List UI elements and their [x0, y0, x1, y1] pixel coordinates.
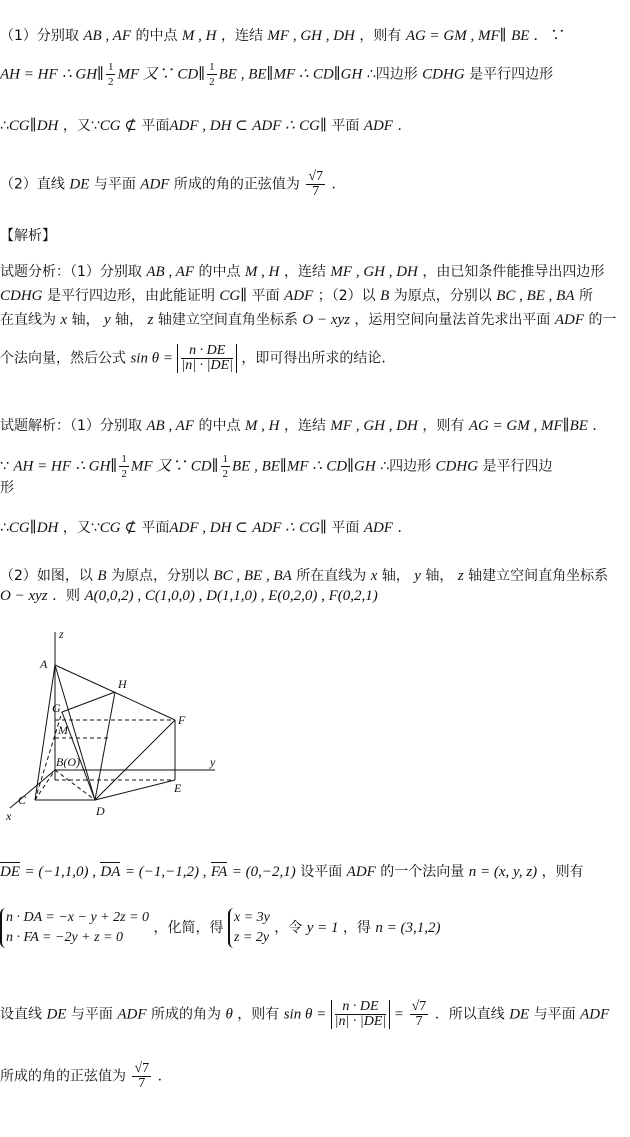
text: ，运用空间向量法首先求出平面	[354, 312, 551, 328]
text: 的一个法向量	[380, 864, 465, 880]
fraction	[132, 1062, 151, 1091]
math: BE ．∵	[511, 28, 564, 44]
text: 的中点	[135, 28, 178, 44]
vector-fa: FA	[210, 864, 228, 880]
math: sin θ =	[283, 1006, 327, 1023]
fraction	[306, 170, 325, 199]
denominator: |n| · |DE|	[181, 358, 233, 373]
math: M , H	[181, 28, 217, 44]
text: 为原点，分别以	[393, 288, 492, 304]
math: MF 又∵	[130, 458, 187, 475]
text: 与平面	[93, 176, 136, 193]
abs-fraction	[177, 344, 237, 373]
equation-system	[0, 908, 149, 948]
text: ∴	[0, 118, 9, 134]
text: 设平面	[300, 864, 343, 880]
text: 设直线	[0, 1006, 42, 1023]
math: AG = GM , MF	[468, 418, 563, 434]
math: AB , AF	[146, 418, 195, 434]
text: （1）分别取	[0, 28, 79, 44]
text: ，又∵	[62, 520, 100, 536]
math: MF 又∵	[117, 66, 173, 83]
math: BC , BE , BA	[213, 568, 292, 584]
text: ，连结	[220, 28, 263, 44]
math: CD	[312, 66, 334, 83]
text: 平面	[331, 118, 360, 134]
math: ADF ∴	[252, 520, 295, 536]
vector-de: DE	[0, 864, 20, 880]
math: DE	[509, 1006, 530, 1023]
math: CD	[190, 458, 212, 475]
math: GH	[354, 458, 376, 475]
text: ．	[331, 176, 346, 193]
math: sin θ =	[130, 350, 173, 367]
edge-HG	[62, 692, 115, 712]
math: = (−1,1,0) ,	[24, 864, 96, 880]
math: = (−1,−1,2) ,	[124, 864, 207, 880]
math: B	[380, 288, 390, 304]
text: 试题分析：（1）分别取	[0, 264, 142, 280]
math: z	[457, 568, 464, 584]
math: BC , BE , BA	[496, 288, 575, 304]
numerator: √7	[411, 999, 427, 1014]
text: 的一	[588, 312, 617, 328]
text: 试题解析：（1）分别取	[0, 418, 142, 434]
text: ，连结	[283, 418, 326, 434]
analysis-header	[0, 226, 56, 246]
text: ，则有	[422, 418, 465, 434]
text: 是平行四边形，由此能证明	[46, 288, 215, 304]
label-F: F	[178, 713, 186, 727]
text: ，则有	[541, 864, 584, 880]
math: MF , GH , DH	[267, 28, 355, 44]
text: 为原点，分别以	[111, 568, 209, 584]
math: x	[370, 568, 378, 584]
edge-DH	[95, 692, 115, 800]
math: n = (x, y, z)	[468, 864, 538, 880]
label-G: G	[52, 701, 61, 715]
text: ∴	[0, 520, 9, 536]
math: ADF , DH ⊂	[169, 118, 248, 134]
text: 与平面	[533, 1006, 576, 1023]
text: ．所以直线	[434, 1006, 505, 1023]
text: 所成的角的正弦值为	[173, 176, 300, 193]
text: 与平面	[70, 1006, 113, 1023]
math: CG	[299, 118, 320, 134]
math: x	[60, 312, 68, 328]
math: DE	[69, 176, 90, 193]
math: DE	[46, 1006, 67, 1023]
math: CG	[8, 520, 30, 536]
text: 平面	[141, 118, 170, 134]
math: ∴ GH	[75, 458, 111, 475]
math: ADF	[363, 520, 393, 536]
math: DH	[36, 520, 59, 536]
math: CG	[299, 520, 320, 536]
math: CDHG	[0, 288, 43, 304]
numerator: n · DE	[181, 344, 233, 359]
math: y = 1	[306, 920, 339, 936]
text: 平面	[141, 520, 170, 536]
text: 的中点	[198, 418, 241, 434]
math: MF ∴	[273, 66, 309, 83]
text: 轴，	[425, 568, 454, 584]
math: ADF ∴	[252, 118, 295, 134]
final-line2	[0, 1062, 172, 1091]
solution-line4: ∴CG∥DH ，又∵CG ⊄ 平面ADF , DH ⊂ ADF ∴ CG∥ 平面 ADF ．	[0, 520, 412, 536]
analysis-line4	[0, 344, 395, 373]
math: MF ∴	[286, 458, 322, 475]
label-x: x	[6, 809, 12, 823]
text: ，则有	[359, 28, 402, 44]
label-A: A	[40, 657, 48, 671]
math: AB , AF	[146, 264, 195, 280]
text: 所成的角为	[150, 1006, 221, 1023]
math: A(0,0,2) , C(1,0,0) , D(1,1,0) , E(0,2,0) , F(0,2,1)	[84, 588, 378, 604]
text: ．	[157, 1068, 172, 1085]
final-line1	[0, 1000, 609, 1029]
text: ，则有	[237, 1006, 280, 1023]
text: （2）直线	[0, 176, 65, 193]
math: CG	[8, 118, 30, 134]
text: ．	[397, 520, 412, 536]
math: MF , GH , DH	[330, 264, 418, 280]
equation-2: z = 2y	[233, 930, 270, 945]
text: ∵	[0, 458, 9, 475]
text: 的中点	[198, 264, 241, 280]
math: M , H	[244, 418, 280, 434]
text: 形	[0, 480, 14, 496]
answer-part2	[0, 170, 346, 199]
label-B: B(O)	[56, 755, 80, 769]
analysis-line2: CDHG 是平行四边形，由此能证明 CG∥ 平面 ADF ；（2）以 B 为原点，分别以 BC , BE , BA 所	[0, 288, 593, 304]
analysis-line1	[0, 262, 604, 282]
geometry-diagram	[0, 620, 240, 830]
system-line	[0, 908, 441, 948]
solution-line1: 试题解析：（1）分别取 AB , AF 的中点 M , H ，连结 MF , GH , DH ，则有 AG = GM , MF∥BE ．	[0, 418, 607, 434]
math: ADF	[363, 118, 393, 134]
text: ，得	[342, 920, 371, 936]
math: CG ⊄	[99, 118, 137, 134]
vectors-line	[0, 862, 584, 882]
math: ADF	[140, 176, 170, 193]
text: ．	[592, 418, 607, 434]
denominator: 7	[138, 1076, 146, 1091]
denominator: |n| · |DE|	[334, 1014, 387, 1029]
math: CD	[326, 458, 348, 475]
numerator: √7	[308, 169, 324, 184]
text: （2）如图，以	[0, 568, 93, 584]
math: MF , GH , DH	[330, 418, 418, 434]
numerator: √7	[134, 1061, 150, 1076]
vector-da: DA	[100, 864, 121, 880]
text: 轴，	[381, 568, 410, 584]
x-axis	[10, 770, 55, 808]
text: 轴建立空间直角坐标系	[157, 312, 298, 328]
text: 所在直线为	[296, 568, 367, 584]
solution-line5	[0, 566, 608, 586]
math: DH	[36, 118, 59, 134]
math: BE , BE	[218, 66, 267, 83]
text: 轴，	[71, 312, 100, 328]
text: ．则	[52, 588, 81, 604]
abs-fraction	[331, 1000, 391, 1029]
solution-system	[228, 908, 270, 948]
solution-line2: ∵ AH = HF ∴ GH∥ $\frac{1}{2}$ MF 又∵ CD∥ $\frac{1}{2}$ BE , BE∥MF ∴ CD∥GH ∴四边形 CDHG 是平行四边	[0, 453, 553, 480]
fraction	[410, 1000, 429, 1029]
label-z: z	[59, 627, 64, 641]
equation-1: n · DA = −x − y + 2z = 0	[6, 910, 150, 925]
answer-part1-line1: （1）分别取 AB , AF 的中点 M , H ，连结 MF , GH , DH ，则有 AG = GM , MF∥ BE ．∵	[0, 28, 564, 44]
equation-1: x = 3y	[233, 910, 270, 925]
text: ，令	[274, 920, 303, 936]
numerator: n · DE	[335, 1000, 387, 1015]
math: CDHG	[422, 66, 465, 83]
text: ∴四边形	[380, 458, 432, 475]
text: ，即可得出所求的结论．	[241, 350, 396, 367]
math: B	[97, 568, 107, 584]
math: ADF	[346, 864, 376, 880]
section-title: 【解析】	[0, 228, 56, 244]
edge-DE	[95, 780, 175, 800]
text: 轴，	[115, 312, 144, 328]
math: = (0,−2,1)	[231, 864, 296, 880]
text: ，化简，得	[153, 920, 224, 936]
math: ADF , DH ⊂	[169, 520, 248, 536]
math: ∴ GH	[62, 66, 98, 83]
label-E: E	[174, 781, 182, 795]
text: 平面	[251, 288, 280, 304]
text: 所	[578, 288, 593, 304]
label-M: M	[58, 723, 68, 737]
text: 是平行四边	[482, 458, 553, 475]
answer-part1-line2: AH = HF ∴ GH∥ $\frac{1}{2}$ MF 又∵ CD∥ $\frac{1}{2}$ BE , BE∥MF ∴ CD∥GH ∴四边形 CDHG 是平行四边形	[0, 61, 554, 88]
math: CDHG	[435, 458, 479, 475]
math: n = (3,1,2)	[375, 920, 441, 936]
math: ADF	[117, 1006, 147, 1023]
text: 所成的角的正弦值为	[0, 1068, 126, 1085]
math: θ	[225, 1006, 233, 1023]
text: 轴建立空间直角坐标系	[468, 568, 609, 584]
label-D: D	[96, 804, 105, 818]
math: AH = HF	[0, 66, 58, 83]
math: =	[394, 1006, 404, 1023]
math: O − xyz	[0, 588, 48, 604]
denominator: 7	[312, 184, 320, 199]
math: O − xyz	[302, 312, 350, 328]
solution-line6	[0, 586, 378, 606]
math: BE , BE	[232, 458, 280, 475]
text: 平面	[331, 520, 360, 536]
answer-part1-line3: ∴CG∥DH ，又∵CG ⊄ 平面ADF , DH ⊂ ADF ∴ CG∥ 平面 ADF ．	[0, 118, 412, 134]
text: ；（2）以	[317, 288, 376, 304]
text: 个法向量，然后公式	[0, 350, 126, 367]
edge-AC	[35, 665, 55, 800]
text: ．	[397, 118, 412, 134]
math: y	[104, 312, 111, 328]
math: CD	[177, 66, 199, 83]
math: AH = HF	[13, 458, 71, 475]
math: M , H	[244, 264, 280, 280]
math: AG = GM , MF	[405, 28, 500, 44]
text: 是平行四边形	[469, 66, 554, 83]
edge-DF	[95, 720, 175, 800]
math: y	[414, 568, 421, 584]
math: ADF	[284, 288, 314, 304]
text: ∴四边形	[366, 66, 418, 83]
denominator: 7	[415, 1014, 423, 1029]
math: z	[147, 312, 154, 328]
math: AB , AF	[83, 28, 132, 44]
math: ADF	[554, 312, 585, 328]
text: 在直线为	[0, 312, 56, 328]
label-H: H	[118, 677, 127, 691]
math: ADF	[580, 1006, 610, 1023]
solution-line3	[0, 478, 14, 498]
label-C: C	[18, 793, 27, 807]
text: ，又∵	[62, 118, 100, 134]
analysis-line3	[0, 310, 617, 330]
math: BE	[569, 418, 588, 434]
text: ，由已知条件能推导出四边形	[422, 264, 605, 280]
label-y: y	[210, 755, 216, 769]
equation-2: n · FA = −2y + z = 0	[6, 930, 123, 945]
math: CG ⊄	[99, 520, 137, 536]
math: GH	[340, 66, 363, 83]
text: ，连结	[283, 264, 326, 280]
math: CG	[219, 288, 241, 304]
